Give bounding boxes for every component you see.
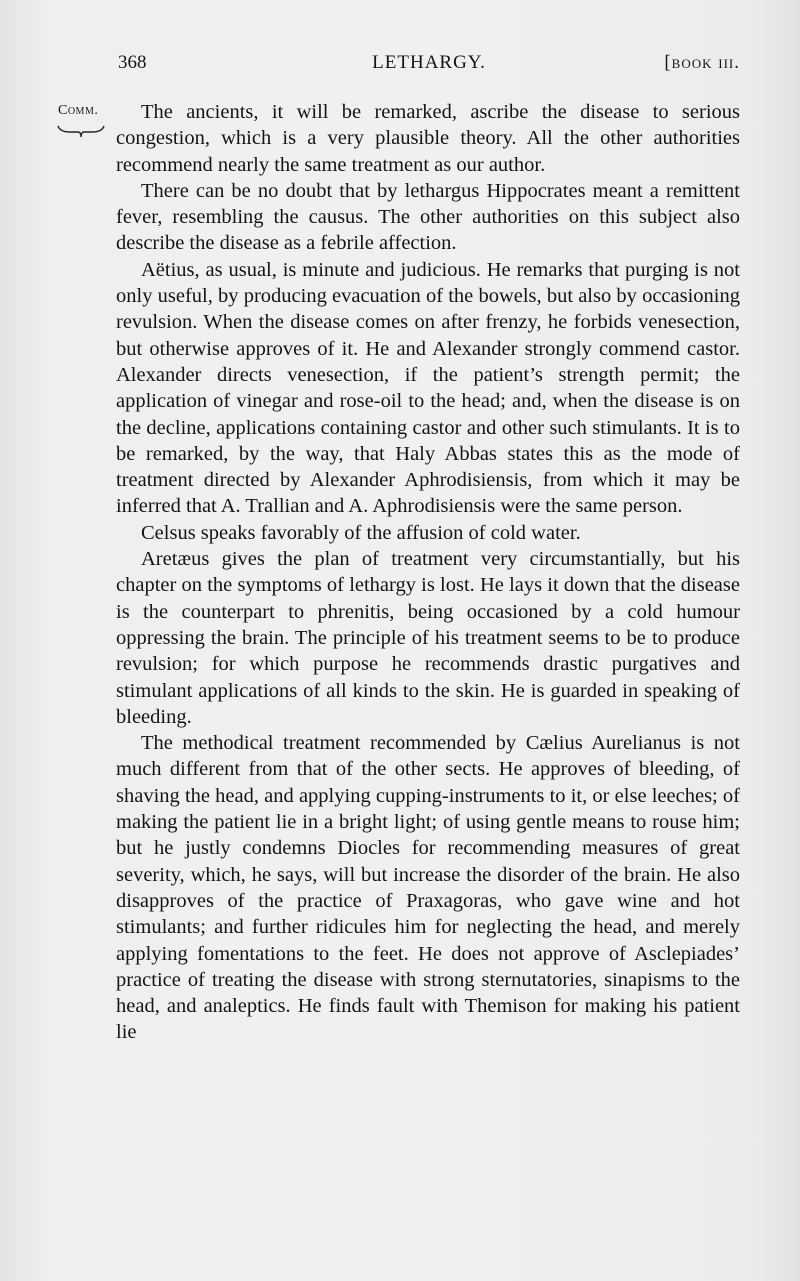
running-title: LETHARGY. <box>372 52 486 73</box>
paragraph: The methodical treatment recommended by Cælius Aurelianus is not much different from that of the other sects. He approves of bleeding, of shaving the head, and applying cupping-instruments to it, or else leeches; of making the patient lie in a bright light; of using gentle means to rouse him; but he justly condemns Diocles for recommending measures of great severity, which, he says, will but increase the disorder of the brain. He also disapproves of the practice of Praxagoras, who gave wine and hot stimulants; and further ridicules him for neglecting the head, and merely applying fomentations to the feet. He does not approve of Asclepiades’ practice of treating the disease with strong sternutatories, sinapisms to the head, and analeptics. He finds fault with Themison for making his patient lie <box>116 732 740 1044</box>
page-header <box>118 52 740 80</box>
margin-brace <box>56 124 106 138</box>
book-reference: [book iii. <box>664 52 740 73</box>
margin-note-commentary: Comm. <box>58 103 99 118</box>
paragraph: There can be no doubt that by lethargus Hippocrates meant a remittent fever, resembling the causus. The other authorities on this subject also describe the disease as a febrile affection. <box>116 179 740 255</box>
page-number: 368 <box>118 52 147 73</box>
paragraph: Aëtius, as usual, is minute and judicious. He remarks that purging is not only useful, by producing evacuation of the bowels, but also by occasioning revulsion. When the disease comes on after frenzy, he forbids venesection, but otherwise approves of it. He and Alexander strongly commend castor. Alexander directs venesection, if the patient’s strength permit; the application of vinegar and rose-oil to the head; and, when the disease is on the decline, applications containing castor and other such stimulants. It is to be remarked, by the way, that Haly Abbas states this as the mode of treatment directed by Alexander Aphrodisiensis, from which it may be inferred that A. Trallian and A. Aphrodisiensis were the same person. <box>116 258 740 518</box>
paragraph: Aretæus gives the plan of treatment very circumstantially, but his chapter on the symptoms of lethargy is lost. He lays it down that the disease is the counterpart to phrenitis, being occasioned by a cold humour oppressing the brain. The principle of his treatment seems to be to produce revulsion; for which purpose he recommends drastic purgatives and stimulant applications of all kinds to the skin. He is guarded in speaking of bleeding. <box>116 548 740 728</box>
commentary-body <box>116 99 740 1046</box>
paragraph: Celsus speaks favorably of the affusion of cold water. <box>141 521 581 544</box>
paragraph: The ancients, it will be remarked, ascribe the disease to serious congestion, which is a very plausible theory. All the other authorities recommend nearly the same treatment as our author. <box>116 101 740 176</box>
